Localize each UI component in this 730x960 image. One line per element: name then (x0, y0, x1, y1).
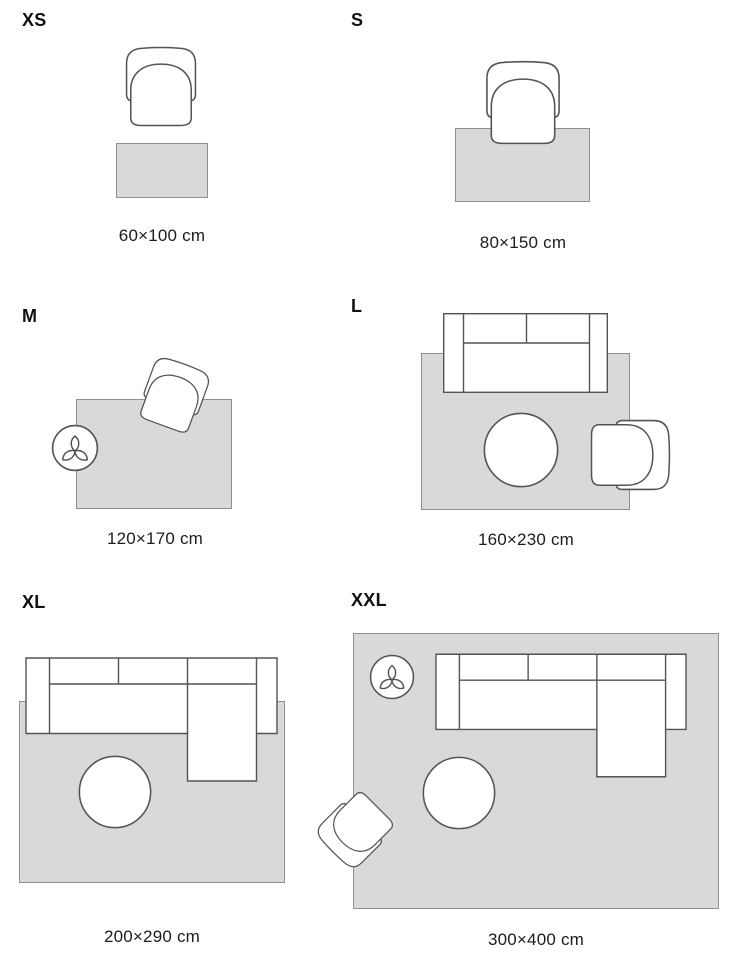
coffee-table-icon (78, 755, 152, 829)
panel-xl (0, 580, 340, 960)
size-label-xl: XL (22, 592, 46, 612)
dimensions-l: 160×230 cm (477, 530, 575, 549)
size-label-xs: XS (22, 10, 47, 30)
rug-shape-xs (116, 143, 208, 198)
panel-m (0, 280, 340, 580)
panel-l (340, 280, 730, 580)
armchair-icon (587, 413, 675, 497)
plant-icon (369, 654, 415, 700)
sofa-icon (443, 313, 608, 393)
size-label-m: M (22, 306, 38, 326)
dimensions-xs: 60×100 cm (118, 226, 206, 245)
panel-xxl (340, 580, 730, 960)
size-label-s: S (351, 10, 364, 30)
armchair-icon (119, 41, 203, 131)
coffee-table-icon (422, 756, 496, 830)
panel-s (340, 0, 730, 280)
size-label-l: L (351, 296, 363, 316)
plant-icon (51, 424, 99, 472)
coffee-table-icon (483, 412, 559, 488)
dimensions-m: 120×170 cm (106, 529, 204, 548)
dimensions-xl: 200×290 cm (103, 927, 201, 946)
panel-xs (0, 0, 340, 280)
dimensions-xxl: 300×400 cm (487, 930, 585, 949)
armchair-icon (479, 56, 567, 148)
size-label-xxl: XXL (351, 590, 387, 610)
dimensions-s: 80×150 cm (479, 233, 567, 252)
